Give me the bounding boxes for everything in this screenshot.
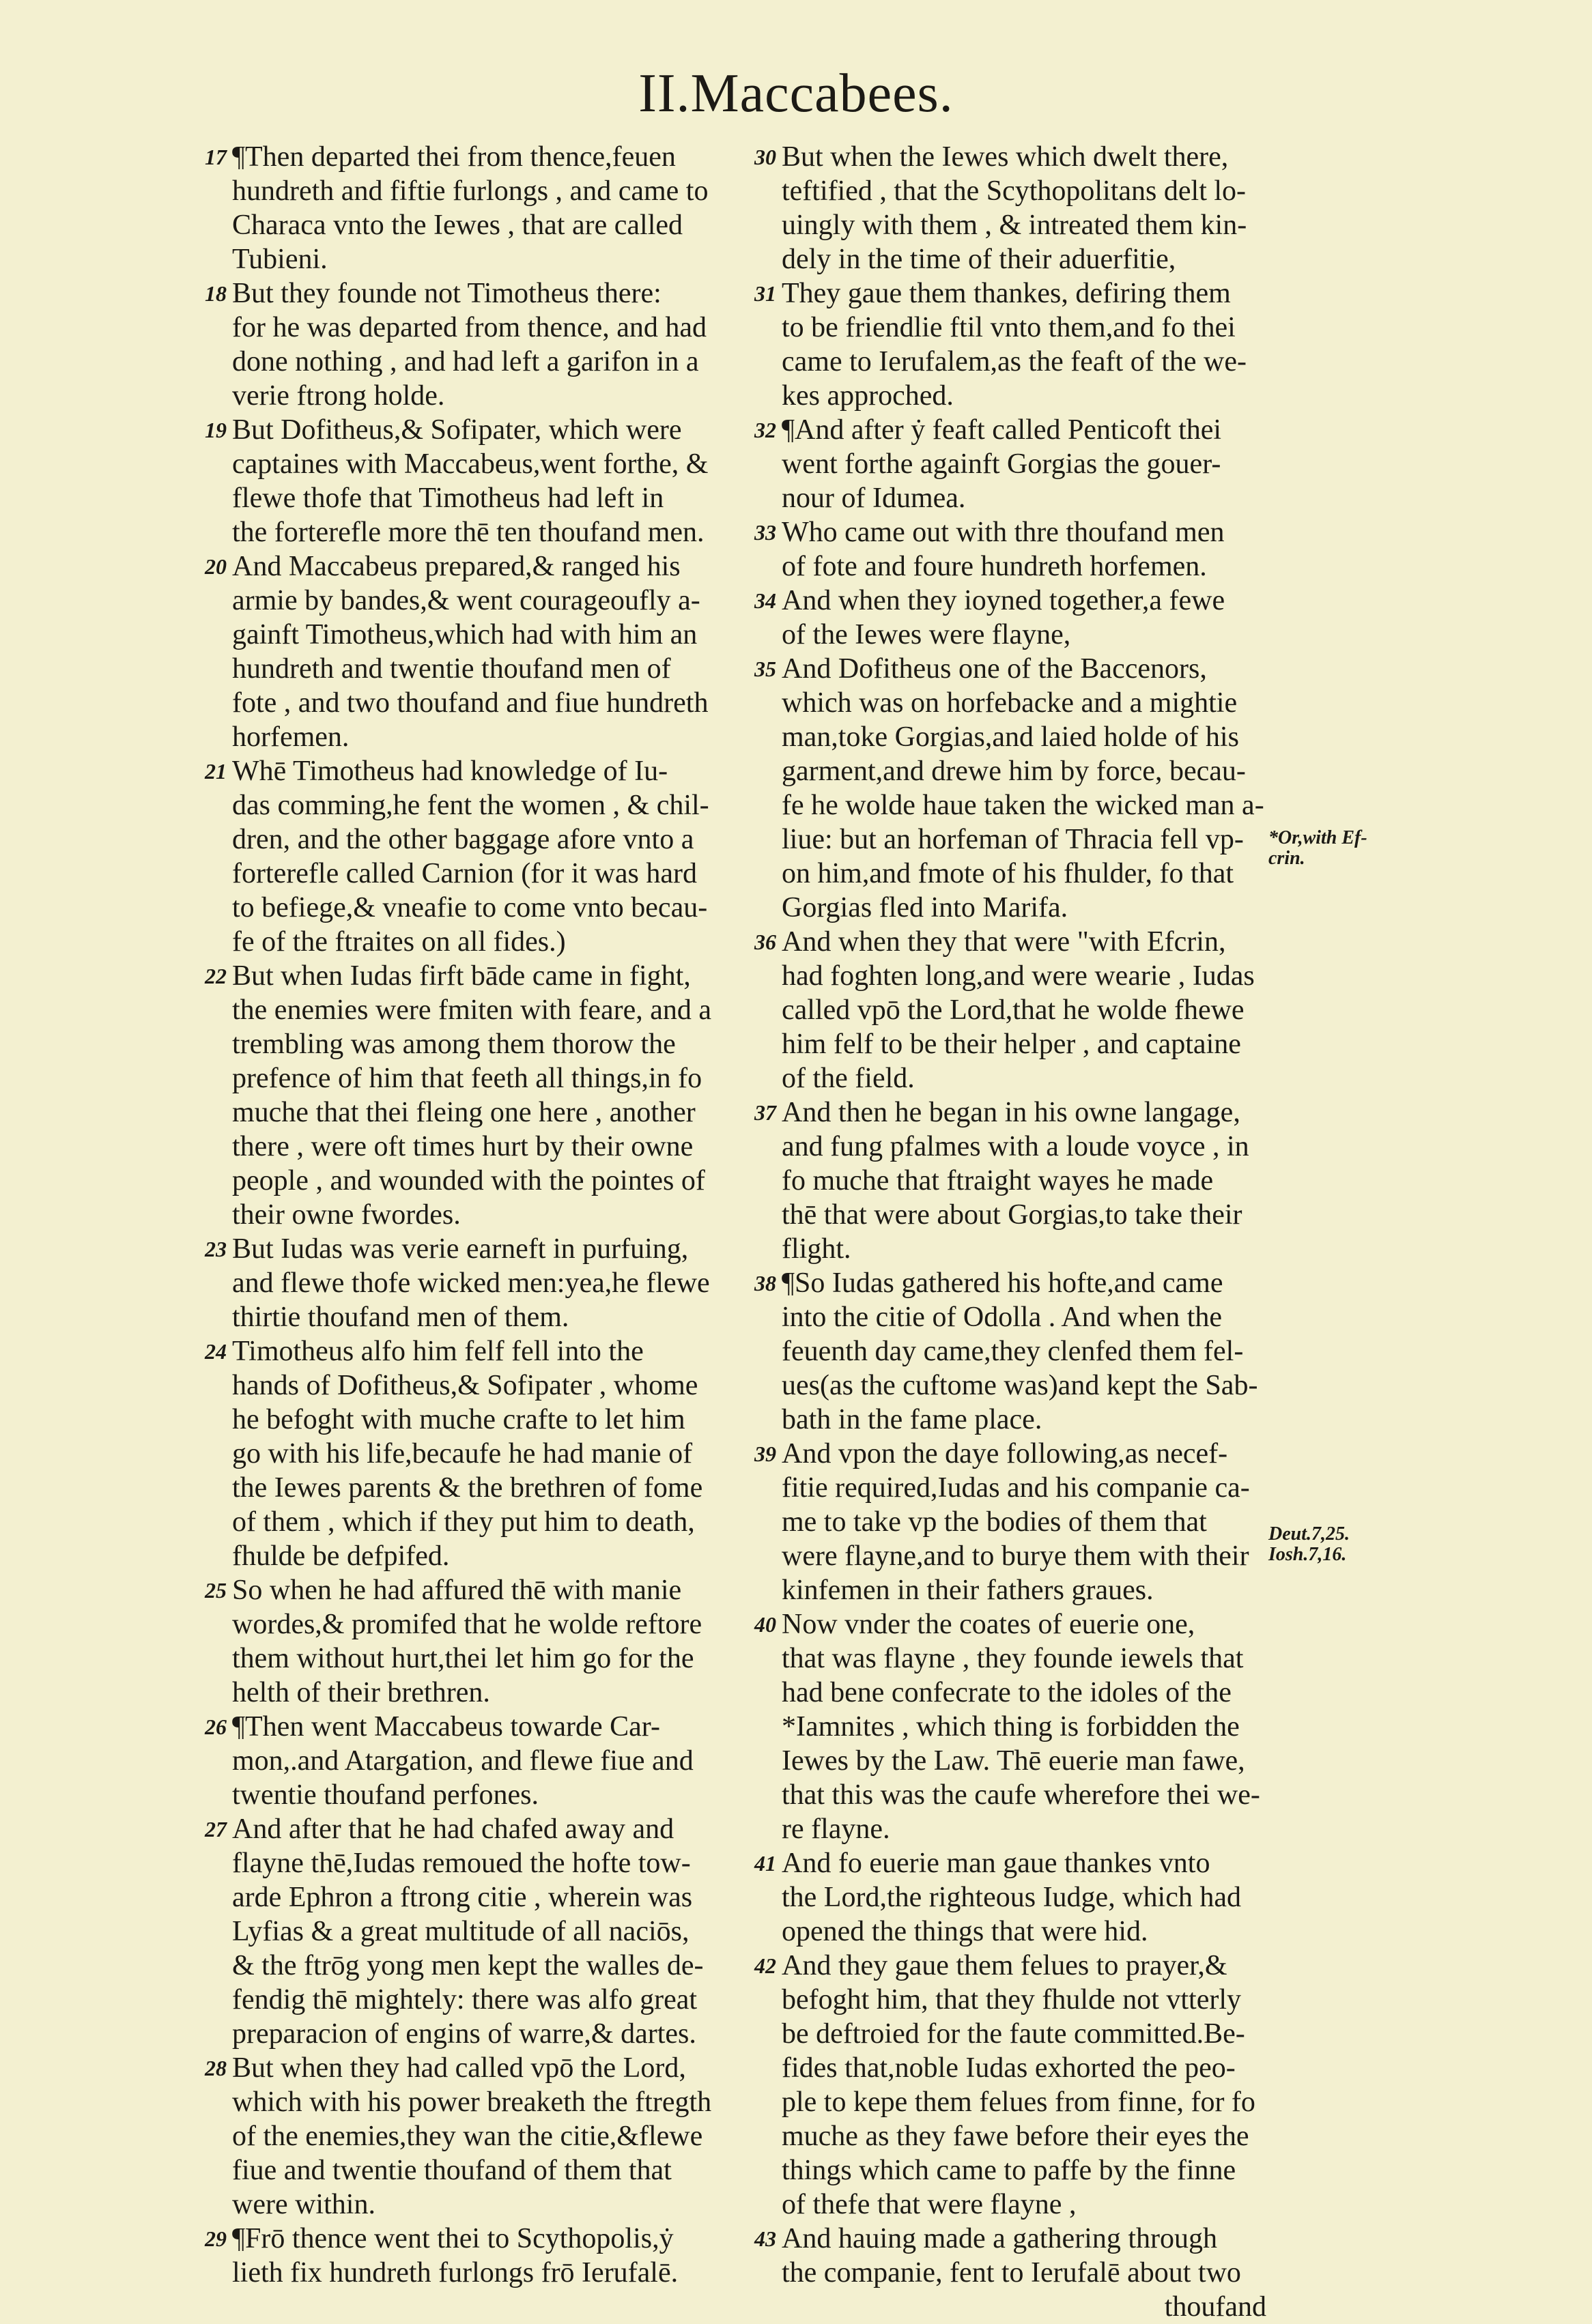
verse-text: [782, 1607, 1266, 1846]
text-line: had foghten long,and were wearie , Iudas: [782, 960, 1255, 992]
text-line: the forterefle more thē ten thoufand men.: [232, 517, 705, 548]
verse-number: 24: [205, 1339, 227, 1364]
verse-number: 29: [205, 2226, 227, 2251]
verse-number: 23: [205, 1237, 227, 1261]
verse-number: 22: [205, 964, 227, 988]
text-line: preparacion of engins of warre,& dartes.: [232, 2018, 696, 2050]
text-line: But Dofitheus,& Sofipater, which were: [232, 414, 682, 446]
text-line: thē that were about Gorgias,to take their: [782, 1199, 1242, 1231]
text-line: arde Ephron a ftrong citie , wherein was: [232, 1882, 693, 1913]
text-line: And fo euerie man gaue thankes vnto: [782, 1848, 1210, 1879]
text-line: Now vnder the coates of euerie one,: [782, 1609, 1195, 1640]
text-line: thirtie thoufand men of them.: [232, 1302, 569, 1333]
verse-42: [754, 1949, 1266, 2222]
text-line: called vpō the Lord,that he wolde fhewe: [782, 994, 1245, 1026]
text-line: mon,.and Atargation, and flewe fiue and: [232, 1745, 694, 1777]
verse-35: [754, 652, 1266, 925]
text-line: of them , which if they put him to death,: [232, 1506, 695, 1538]
text-line: ¶Then departed thei from thence,feuen: [232, 141, 676, 173]
verse-number: 38: [754, 1271, 776, 1295]
verse-text: [782, 413, 1266, 515]
text-line: of the Iewes were flayne,: [782, 619, 1071, 650]
verse-37: [754, 1095, 1266, 1266]
text-line: das comming,he fent the women , & chil-: [232, 790, 709, 821]
text-line: fides that,noble Iudas exhorted the peo-: [782, 2052, 1236, 2084]
text-line: ¶Then went Maccabeus towarde Car-: [232, 1711, 660, 1742]
text-line: But when the Iewes which dwelt there,: [782, 141, 1229, 173]
verse-23: [205, 1232, 751, 1334]
verse-34: [754, 584, 1266, 652]
text-line: And hauing made a gathering through: [782, 2223, 1217, 2254]
verse-43: [754, 2222, 1266, 2324]
verse-text: [232, 959, 751, 1232]
verse-number: 37: [754, 1100, 776, 1125]
text-line: kinfemen in their fathers graues.: [782, 1575, 1154, 1606]
text-line: ¶Frō thence went thei to Scythopolis,ẏ: [232, 2223, 674, 2254]
text-line: But they founde not Timotheus there:: [232, 278, 662, 309]
text-line: liue: but an horfeman of Thracia fell vp-: [782, 824, 1244, 855]
verse-text: [782, 1095, 1266, 1266]
text-line: that this was the caufe wherefore thei we-: [782, 1779, 1260, 1811]
text-line: bath in the fame place.: [782, 1404, 1042, 1435]
text-line: done nothing , and had left a garifon in a: [232, 346, 699, 377]
verse-18: [205, 276, 751, 413]
verse-text: [232, 276, 751, 413]
text-line: of the field.: [782, 1063, 915, 1094]
verse-17: [205, 140, 751, 276]
verse-19: [205, 413, 751, 549]
text-line: him felf to be their helper , and captaine: [782, 1029, 1241, 1060]
text-line: muche as they fawe before their eyes the: [782, 2121, 1249, 2152]
text-line: But when Iudas firft bāde came in fight,: [232, 960, 691, 992]
text-line: people , and wounded with the pointes of: [232, 1165, 705, 1196]
verse-36: [754, 925, 1266, 1095]
text-line: feuenth day came,they clenfed them fel-: [782, 1336, 1244, 1367]
verse-24: [205, 1334, 751, 1573]
text-line: things which came to paffe by the finne: [782, 2155, 1236, 2186]
text-line: gainft Timotheus,which had with him an: [232, 619, 698, 650]
text-line: fe of the ftraites on all fides.): [232, 926, 566, 958]
text-line: Characa vnto the Iewes , that are called: [232, 210, 683, 241]
verse-text: [232, 1232, 751, 1334]
verse-text: [232, 1573, 751, 1710]
text-line: They gaue them thankes, defiring them: [782, 278, 1231, 309]
verse-22: [205, 959, 751, 1232]
verse-text: [232, 1710, 751, 1812]
verse-number: 17: [205, 145, 227, 169]
text-line: kes approched.: [782, 380, 954, 412]
verse-number: 19: [205, 418, 227, 442]
verse-30: [754, 140, 1266, 276]
text-line: the companie, fent to Ierufalē about two: [782, 2257, 1241, 2289]
verse-number: 41: [754, 1851, 776, 1876]
verse-38: [754, 1266, 1266, 1437]
text-line: hundreth and twentie thoufand men of: [232, 653, 671, 685]
text-line: twentie thoufand perfones.: [232, 1779, 539, 1811]
verse-number: 42: [754, 1953, 776, 1978]
text-line: and fung pfalmes with a loude voyce , in: [782, 1131, 1249, 1162]
text-line: the Iewes parents & the brethren of fome: [232, 1472, 703, 1504]
verse-text: [782, 1949, 1266, 2222]
text-line: there , were oft times hurt by their owne: [232, 1131, 694, 1162]
text-line: armie by bandes,& went courageoufly a-: [232, 585, 700, 616]
right-column: [754, 140, 1266, 2324]
text-line: wordes,& promifed that he wolde reftore: [232, 1609, 702, 1640]
text-line: So when he had affured thē with manie: [232, 1575, 682, 1606]
verse-text: [782, 652, 1266, 925]
verse-number: 18: [205, 281, 227, 306]
running-head: II.Maccabees.: [638, 63, 954, 124]
text-line: & the ftrōg yong men kept the walles de-: [232, 1950, 704, 1981]
verse-27: [205, 1812, 751, 2051]
text-line: he befoght with muche crafte to let him: [232, 1404, 685, 1435]
text-line: uingly with them , & intreated them kin-: [782, 210, 1247, 241]
text-line: ues(as the cuftome was)and kept the Sab-: [782, 1370, 1258, 1401]
text-line: And Maccabeus prepared,& ranged his: [232, 551, 681, 582]
text-line: flayne thē,Iudas remoued the hofte tow-: [232, 1848, 691, 1879]
text-line: and flewe thofe wicked men:yea,he flewe: [232, 1267, 710, 1299]
text-line: man,toke Gorgias,and laied holde of his: [782, 721, 1239, 753]
text-line: helth of their brethren.: [232, 1677, 490, 1708]
verse-number: 35: [754, 657, 776, 681]
verse-31: [754, 276, 1266, 413]
verse-25: [205, 1573, 751, 1710]
text-line: ¶So Iudas gathered his hofte,and came: [782, 1267, 1223, 1299]
text-line: garment,and drewe him by force, becau-: [782, 756, 1246, 787]
verse-number: 32: [754, 418, 776, 442]
text-line: trembling was among them thorow the: [232, 1029, 676, 1060]
text-line: fote , and two thoufand and fiue hundreth: [232, 687, 709, 719]
text-line: fo muche that ftraight wayes he made: [782, 1165, 1214, 1196]
verse-text: [232, 754, 751, 959]
text-line: went forthe againft Gorgias the gouer-: [782, 448, 1221, 480]
verse-40: [754, 1607, 1266, 1846]
text-line: fe he wolde haue taken the wicked man a-: [782, 790, 1264, 821]
text-line: the Lord,the righteous Iudge, which had: [782, 1882, 1241, 1913]
verse-text: [782, 925, 1266, 1095]
verse-text: [232, 413, 751, 549]
verse-number: 36: [754, 930, 776, 954]
verse-number: 30: [754, 145, 776, 169]
verse-number: 43: [754, 2226, 776, 2251]
text-line: And then he began in his owne langage,: [782, 1097, 1240, 1128]
text-line: forterefle called Carnion (for it was hard: [232, 858, 698, 889]
text-line: ¶And after ẏ feaft called Penticoft thei: [782, 414, 1222, 446]
verse-39: [754, 1437, 1266, 1607]
text-line: to befiege,& vneafie to come vnto becau-: [232, 892, 708, 923]
verse-20: [205, 549, 751, 754]
text-line: hands of Dofitheus,& Sofipater , whome: [232, 1370, 698, 1401]
text-line: Iewes by the Law. Thē euerie man fawe,: [782, 1745, 1245, 1777]
verse-number: 39: [754, 1441, 776, 1466]
text-line: Gorgias fled into Marifa.: [782, 892, 1068, 923]
verse-32: [754, 413, 1266, 515]
text-line: came to Ierufalem,as the feaft of the we-: [782, 346, 1247, 377]
text-line: horfemen.: [232, 721, 350, 753]
verse-text: [232, 2222, 751, 2290]
text-line: of thefe that were flayne ,: [782, 2189, 1077, 2220]
text-line: And Dofitheus one of the Baccenors,: [782, 653, 1207, 685]
text-line: verie ftrong holde.: [232, 380, 445, 412]
text-line: And after that he had chafed away and: [232, 1813, 674, 1845]
text-line: be deftroied for the faute committed.Be-: [782, 2018, 1245, 2050]
text-line: on him,and fmote of his fhulder, fo that: [782, 858, 1234, 889]
verse-number: 28: [205, 2056, 227, 2080]
text-line: their owne fwordes.: [232, 1199, 461, 1231]
text-line: Tubieni.: [232, 244, 328, 275]
text-line: dely in the time of their aduerfitie,: [782, 244, 1176, 275]
text-line: flight.: [782, 1233, 851, 1265]
text-line: lieth fix hundreth furlongs frō Ierufalē.: [232, 2257, 679, 2289]
text-line: them without hurt,thei let him go for the: [232, 1643, 694, 1674]
text-line: Timotheus alfo him felf fell into the: [232, 1336, 644, 1367]
verse-number: 34: [754, 588, 776, 613]
verse-text: [232, 549, 751, 754]
margin-note-36: *Or,with Ef- crin.: [1268, 827, 1367, 869]
text-line: which was on horfebacke and a mightie: [782, 687, 1238, 719]
verse-text: [782, 1846, 1266, 1949]
text-line: Whē Timotheus had knowledge of Iu-: [232, 756, 668, 787]
text-line: the enemies were fmiten with feare, and a: [232, 994, 712, 1026]
text-line: were within.: [232, 2189, 375, 2220]
verse-26: [205, 1710, 751, 1812]
verse-41: [754, 1846, 1266, 1949]
catchword: thoufand: [1164, 2291, 1266, 2323]
text-line: nour of Idumea.: [782, 483, 966, 514]
text-line: dren, and the other baggage afore vnto a: [232, 824, 694, 855]
text-line: And they gaue them felues to prayer,&: [782, 1950, 1227, 1981]
text-line: But when they had called vpō the Lord,: [232, 2052, 686, 2084]
verse-number: 21: [205, 759, 227, 784]
verse-text: [232, 2051, 751, 2222]
verse-number: 27: [205, 1817, 227, 1841]
verse-text: [782, 584, 1266, 652]
text-line: But Iudas was verie earneft in purfuing,: [232, 1233, 689, 1265]
text-line: fhulde be defpifed.: [232, 1540, 450, 1572]
verse-number: 33: [754, 520, 776, 545]
text-line: prefence of him that feeth all things,in fo: [232, 1063, 702, 1094]
verse-number: 25: [205, 1578, 227, 1603]
verse-text: [782, 1266, 1266, 1437]
text-line: go with his life,becaufe he had manie of: [232, 1438, 693, 1469]
verse-number: 26: [205, 1715, 227, 1739]
text-line: for he was departed from thence, and had: [232, 312, 707, 343]
text-line: flewe thofe that Timotheus had left in: [232, 483, 664, 514]
text-line: And when they that were "with Efcrin,: [782, 926, 1226, 958]
verse-21: [205, 754, 751, 959]
text-line: And vpon the daye following,as necef-: [782, 1438, 1228, 1469]
verse-28: [205, 2051, 751, 2222]
text-line: re flayne.: [782, 1813, 890, 1845]
text-line: into the citie of Odolla . And when the: [782, 1302, 1223, 1333]
verse-text: [782, 276, 1266, 413]
text-line: muche that thei fleing one here , another: [232, 1097, 696, 1128]
verse-text: [232, 1334, 751, 1573]
text-line: to be friendlie ftil vnto them,and fo thei: [782, 312, 1236, 343]
text-line: of fote and foure hundreth horfemen.: [782, 551, 1207, 582]
text-line: opened the things that were hid.: [782, 1916, 1148, 1947]
text-line: ple to kepe them felues from finne, for fo: [782, 2086, 1255, 2118]
verse-text: [782, 1437, 1266, 1607]
text-line: were flayne,and to burye them with their: [782, 1540, 1249, 1572]
text-line: captaines with Maccabeus,went forthe, &: [232, 448, 709, 480]
text-line: me to take vp the bodies of them that: [782, 1506, 1207, 1538]
verse-text: [782, 140, 1266, 276]
text-line: which with his power breaketh the ftregth: [232, 2086, 712, 2118]
verse-number: 40: [754, 1612, 776, 1637]
verse-29: [205, 2222, 751, 2290]
text-line: And when they ioyned together,a fewe: [782, 585, 1225, 616]
text-line: *Iamnites , which thing is forbidden the: [782, 1711, 1240, 1742]
margin-note-40: Deut.7,25. Iosh.7,16.: [1268, 1523, 1350, 1565]
text-line: fitie required,Iudas and his companie ca-: [782, 1472, 1250, 1504]
text-line: hundreth and fiftie furlongs , and came to: [232, 175, 709, 207]
verse-text: [782, 2222, 1266, 2324]
left-column: [205, 140, 751, 2290]
verse-33: [754, 515, 1266, 584]
verse-number: 31: [754, 281, 776, 306]
text-line: befoght him, that they fhulde not vtterly: [782, 1984, 1242, 2015]
text-line: Lyfias & a great multitude of all naciōs,: [232, 1916, 690, 1947]
text-line: fiue and twentie thoufand of them that: [232, 2155, 672, 2186]
text-line: teftified , that the Scythopolitans delt lo-: [782, 175, 1247, 207]
text-line: Who came out with thre thoufand men: [782, 517, 1225, 548]
text-line: fendig thē mightely: there was alfo great: [232, 1984, 698, 2015]
verse-text: [232, 1812, 751, 2051]
text-line: that was flayne , they founde iewels that: [782, 1643, 1244, 1674]
verse-text: [232, 140, 751, 276]
verse-text: [782, 515, 1266, 584]
text-line: of the enemies,they wan the citie,&flewe: [232, 2121, 703, 2152]
text-line: had bene confecrate to the idoles of the: [782, 1677, 1232, 1708]
verse-number: 20: [205, 554, 227, 579]
